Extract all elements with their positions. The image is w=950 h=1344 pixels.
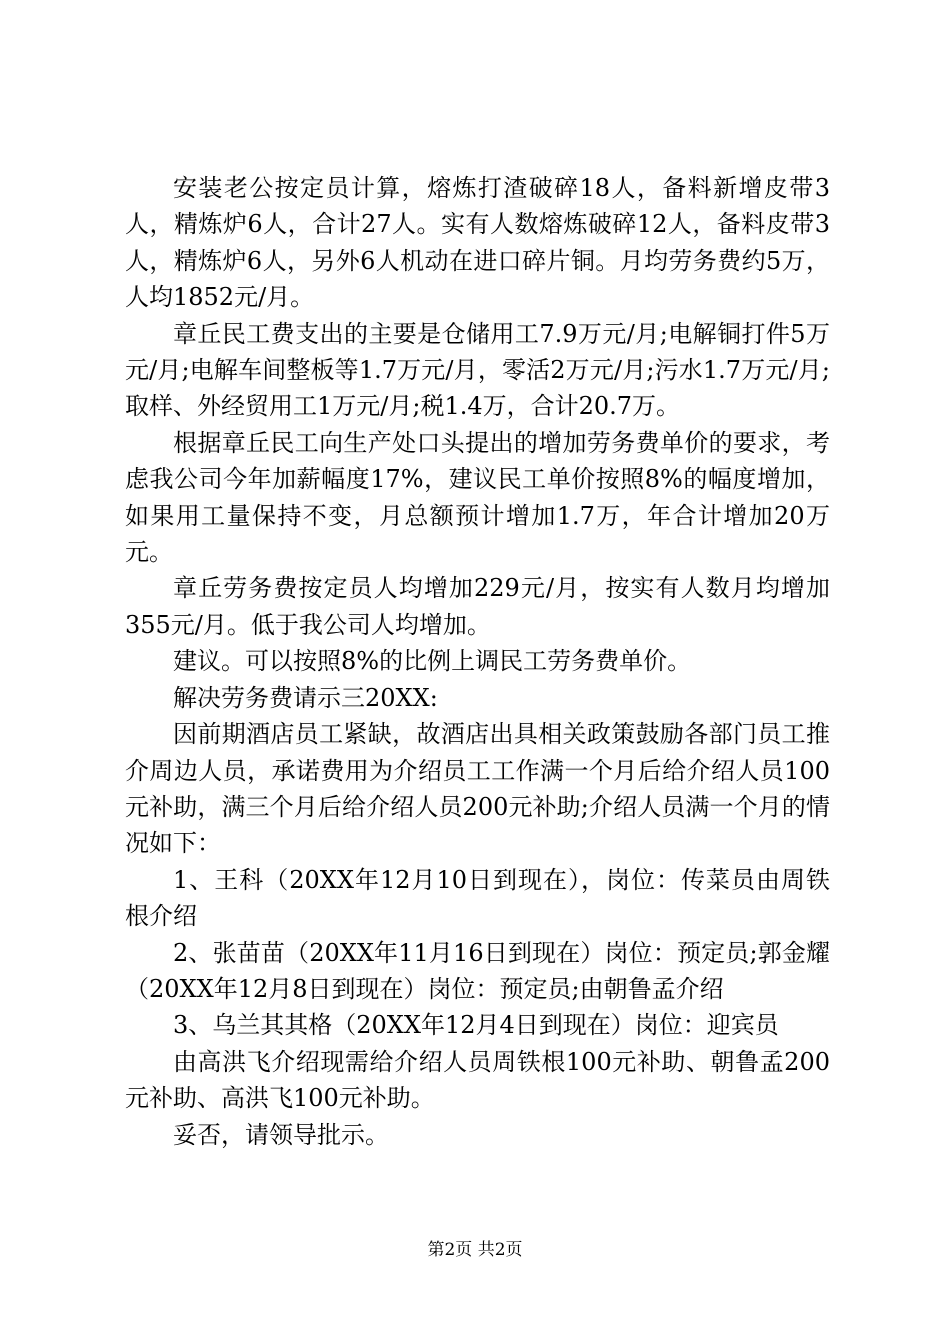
list-item-referral-2: 2、张苗苗（20XX年11月16日到现在）岗位：预定员;郭金耀（20XX年12月8日到现在）岗位：预定员;由朝鲁孟介绍: [125, 938, 830, 1003]
list-item-referral-3: 3、乌兰其其格（20XX年12月4日到现在）岗位：迎宾员: [173, 1011, 779, 1040]
paragraph-referral-policy: 因前期酒店员工紧缺，故酒店出具相关政策鼓励各部门员工推介周边人员，承诺费用为介绍员工工作满一个月后给介绍人员100元补助，满三个月后给介绍人员200元补助;介绍人员满一个月的情况如下：: [125, 720, 830, 858]
paragraph-closing: 妥否，请领导批示。: [173, 1120, 389, 1149]
document-body: [125, 170, 830, 1153]
paragraph-request-title: 解决劳务费请示三20XX:: [173, 683, 438, 712]
paragraph-subsidy-summary: 由高洪飞介绍现需给介绍人员周铁根100元补助、朝鲁孟200元补助、高洪飞100元补助。: [125, 1047, 830, 1113]
list-item-referral-1: 1、王科（20XX年12月10日到现在），岗位：传菜员由周铁根介绍: [125, 865, 830, 931]
paragraph-zhangqiu-expenses: 章丘民工费支出的主要是仓储用工7.9万元/月;电解铜打件5万元/月;电解车间整板等1.7万元/月，零活2万元/月;污水1.7万元/月;取样、外经贸用工1万元/月;税1.4万，合计20.7万。: [125, 319, 830, 421]
page-number: 第2页 共2页: [427, 1240, 523, 1260]
paragraph-wage-increase-proposal: 根据章丘民工向生产处口头提出的增加劳务费单价的要求，考虑我公司今年加薪幅度17%，建议民工单价按照8%的幅度增加，如果用工量保持不变，月总额预计增加1.7万，年合计增加20万元。: [125, 428, 830, 567]
paragraph-staffing-calculation: 安装老公按定员计算，熔炼打渣破碎18人，备料新增皮带3人，精炼炉6人，合计27人。实有人数熔炼破碎12人，备料皮带3人，精炼炉6人，另外6人机动在进口碎片铜。月均劳务费约5万，人均1852元/月。: [125, 174, 830, 312]
page-footer: [0, 1240, 950, 1260]
paragraph-per-capita-increase: 章丘劳务费按定员人均增加229元/月，按实有人数月均增加355元/月。低于我公司人均增加。: [125, 574, 830, 639]
paragraph-recommendation: 建议。可以按照8%的比例上调民工劳务费单价。: [173, 647, 692, 676]
